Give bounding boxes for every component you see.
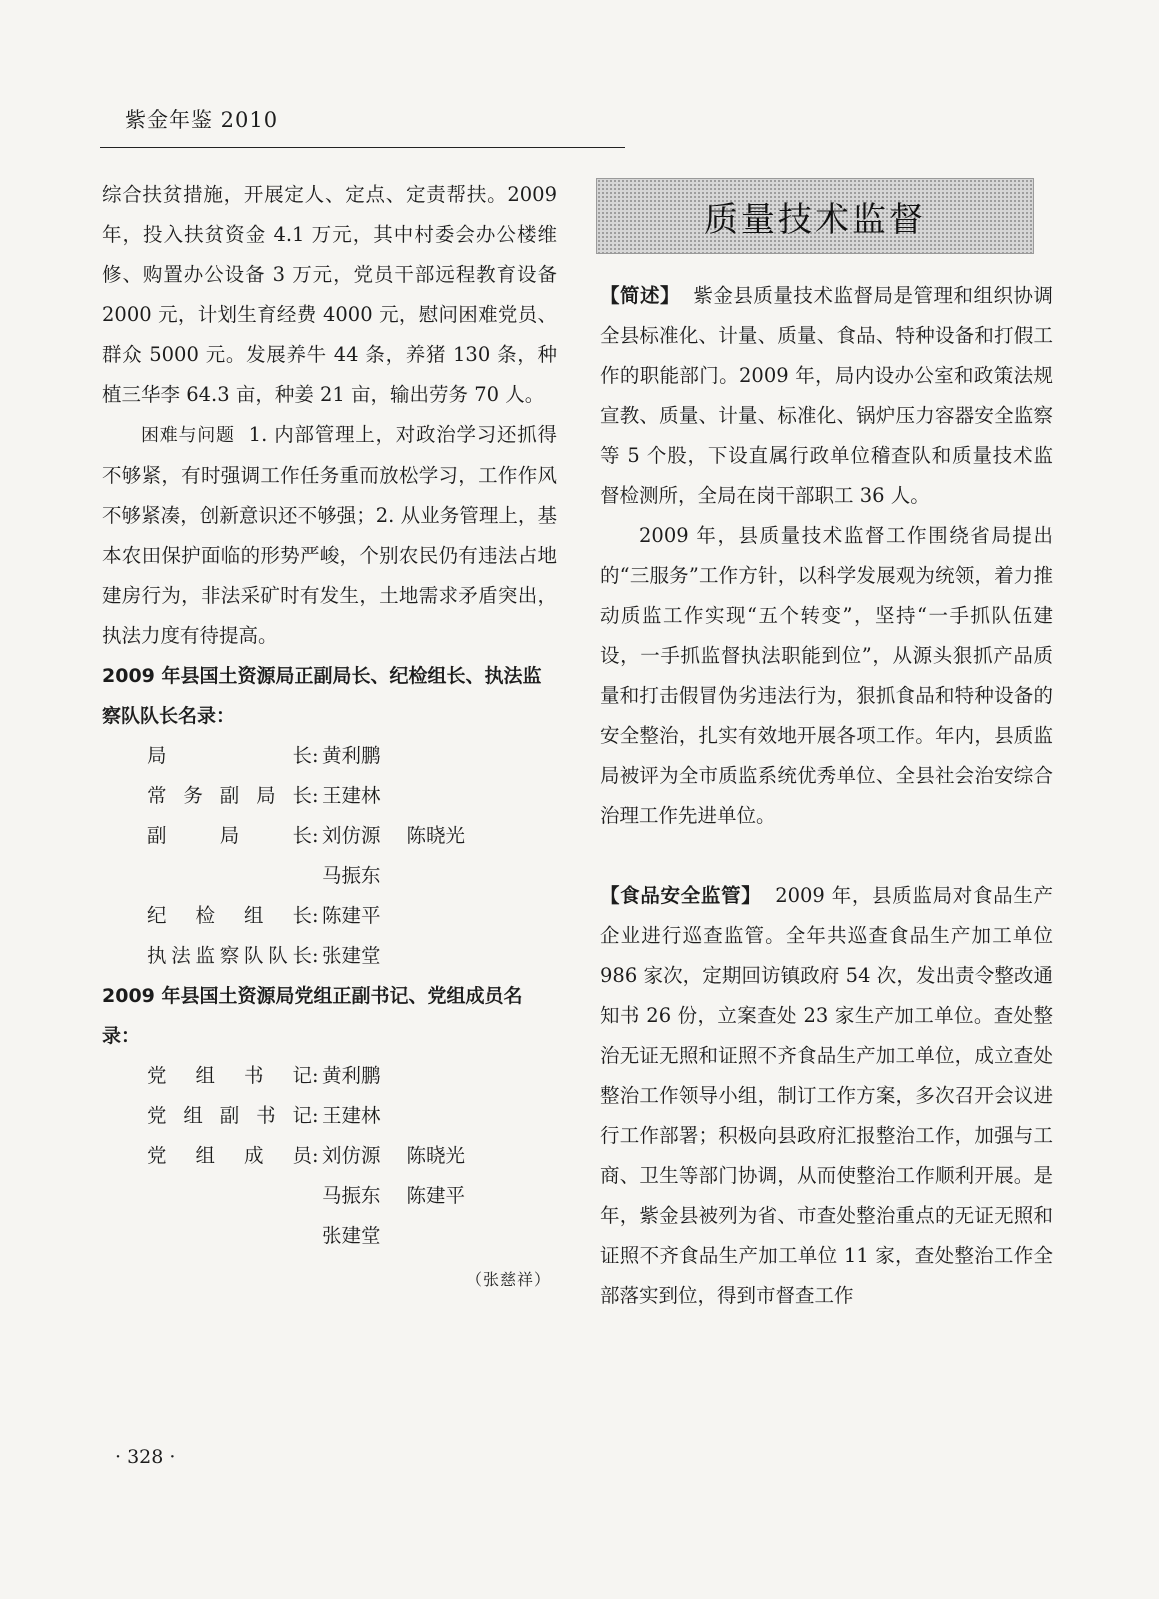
roster-name: 陈晓光 — [406, 1144, 466, 1167]
roster-role: 执法监察队队长 — [147, 944, 312, 967]
section-title: 质量技术监督 — [704, 199, 926, 240]
running-header: 紫金年鉴 2010 — [125, 108, 279, 132]
author-credit: （张慈祥） — [465, 1270, 551, 1289]
roster-name: 刘仿源 — [322, 824, 381, 847]
paragraph-problems — [102, 415, 557, 656]
roster-row: 党组书记 : 黄利鹏 — [102, 1056, 557, 1096]
list2-heading: 2009 年县国土资源局党组正副书记、党组成员名录： — [102, 985, 523, 1047]
paragraph-food-safety — [600, 876, 1053, 1316]
roster-role: 党组成员 — [147, 1144, 312, 1167]
roster-role: 纪检组长 — [147, 904, 312, 927]
roster-row — [102, 856, 557, 896]
food-safety-tag: 【食品安全监管】 — [600, 884, 762, 907]
roster-row: 副局长 : 刘仿源 陈晓光 — [102, 816, 557, 856]
roster-role: 党组副书记 — [147, 1104, 312, 1127]
roster-role: 局长 — [147, 744, 312, 767]
roster-row: 党组成员 : 刘仿源 陈晓光 — [102, 1136, 557, 1176]
page-number: · 328 · — [115, 1446, 176, 1468]
roster-name: 张建堂 — [322, 1224, 381, 1247]
roster-row: 常务副局长 : 王建林 — [102, 776, 557, 816]
roster-name: 王建林 — [322, 1104, 381, 1127]
roster-role: 常务副局长 — [147, 784, 312, 807]
roster-role — [147, 1216, 312, 1256]
roster-role: 副局长 — [147, 824, 312, 847]
roster-name: 陈建平 — [406, 1184, 466, 1207]
list1-heading: 2009 年县国土资源局正副局长、纪检组长、执法监察队队长名录： — [102, 665, 542, 727]
food-safety-text: 2009 年，县质监局对食品生产企业进行巡查监管。全年共巡查食品生产加工单位 986 家次，定期回访镇政府 54 次，发出责令整改通知书 26 份，立案查处 23 家生产加工单位。查处整治无证无照和证照不齐食品生产加工单位，成立查处整治工作领导小组，制订工作方案，多次召开会议进行工作部署；积极向县政府汇报整治工作，加强与工商、卫生等部门协调，从而使整治工作顺利开展。是年，紫金县被列为省、市查处整治重点的无证无照和证照不齐食品生产加工单位 11 家，查处整治工作全部落实到位，得到市督查工作 — [600, 884, 1053, 1307]
problems-label: 困难与问题 — [141, 425, 235, 446]
left-column — [102, 175, 557, 1300]
roster-name: 马振东 — [322, 864, 381, 887]
roster-name: 黄利鹏 — [322, 744, 381, 767]
roster-role: 党组书记 — [147, 1064, 312, 1087]
summary-tag: 【简述】 — [600, 284, 681, 307]
roster-row: 局长 : 黄利鹏 — [102, 736, 557, 776]
roster-role — [147, 1176, 312, 1216]
summary-text: 紫金县质量技术监督局是管理和组织协调全县标准化、计量、质量、食品、特种设备和打假工作的职能部门。2009 年，局内设办公室和政策法规宣教、质量、计量、标准化、锅炉压力容器安全监察等 5 个股，下设直属行政单位稽查队和质量技术监督检测所，全局在岗干部职工 36 人。 — [600, 284, 1053, 507]
roster-row: 执法监察队队长 : 张建堂 — [102, 936, 557, 976]
paragraph-summary — [600, 276, 1053, 516]
paragraph-poverty-relief: 综合扶贫措施，开展定人、定点、定责帮扶。2009 年，投入扶贫资金 4.1 万元，其中村委会办公楼维修、购置办公设备 3 万元，党员干部远程教育设备 2000 元，计划生育经费 4000 元，慰问困难党员、群众 5000 元。发展养牛 44 条，养猪 130 条，种植三华李 64.3 亩，种姜 21 亩，输出劳务 70 人。 — [102, 183, 557, 406]
roster-role — [147, 856, 312, 896]
roster-name: 马振东 — [322, 1184, 381, 1207]
roster-name: 王建林 — [322, 784, 381, 807]
roster-row — [102, 1176, 557, 1216]
paragraph-summary-2: 2009 年，县质量技术监督工作围绕省局提出的“三服务”工作方针，以科学发展观为统领，着力推动质监工作实现“五个转变”，坚持“一手抓队伍建设，一手抓监督执法职能到位”，从源头狠抓产品质量和打击假冒伪劣违法行为，狠抓食品和特种设备的安全整治，扎实有效地开展各项工作。年内，县质监局被评为全市质监系统优秀单位、全县社会治安综合治理工作先进单位。 — [600, 524, 1053, 827]
roster-name: 黄利鹏 — [322, 1064, 381, 1087]
roster-list-1 — [102, 736, 557, 976]
roster-row — [102, 1216, 557, 1256]
header-rule — [100, 147, 625, 148]
problems-text: 1. 内部管理上，对政治学习还抓得不够紧，有时强调工作任务重而放松学习，工作作风不够紧凑，创新意识还不够强；2. 从业务管理上，基本农田保护面临的形势严峻，个别农民仍有违法占地建房行为，非法采矿时有发生，土地需求矛盾突出，执法力度有待提高。 — [102, 423, 557, 647]
roster-name: 陈晓光 — [406, 824, 466, 847]
roster-row: 纪检组长 : 陈建平 — [102, 896, 557, 936]
roster-name: 张建堂 — [322, 944, 381, 967]
section-title-banner — [596, 178, 1034, 254]
roster-list-2 — [102, 1056, 557, 1256]
roster-name: 刘仿源 — [322, 1144, 381, 1167]
roster-row: 党组副书记 : 王建林 — [102, 1096, 557, 1136]
roster-name: 陈建平 — [322, 904, 381, 927]
right-column — [600, 276, 1053, 1316]
